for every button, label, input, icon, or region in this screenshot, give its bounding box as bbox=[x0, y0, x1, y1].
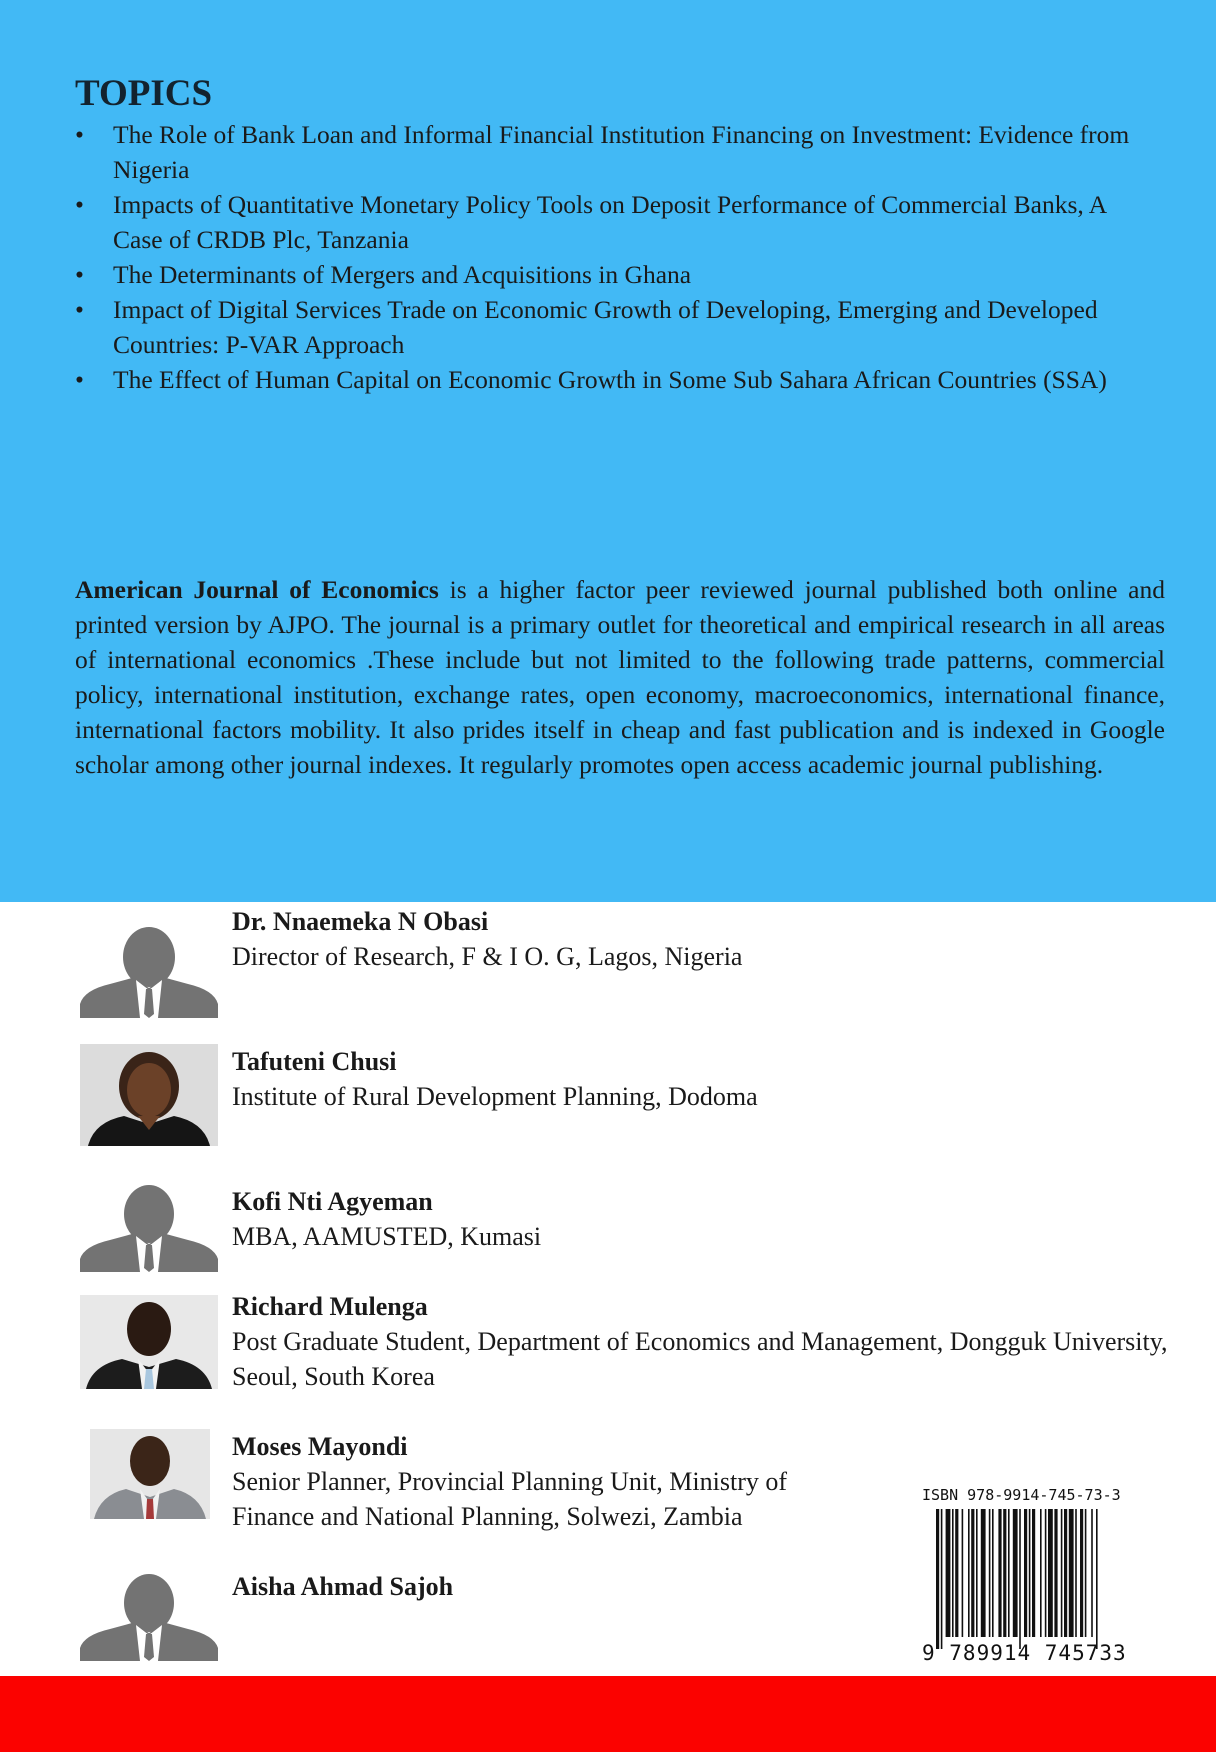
barcode-bar bbox=[1085, 1509, 1087, 1637]
barcode-bar bbox=[1008, 1509, 1010, 1637]
topic-item: • Impact of Digital Services Trade on Economic Growth of Developing, Emerging and Developed Countries: P-VAR Approach bbox=[75, 292, 1155, 362]
barcode-bar bbox=[936, 1509, 939, 1649]
journal-name: American Journal of Economics bbox=[75, 575, 439, 604]
barcode-bar bbox=[1048, 1509, 1053, 1637]
journal-description bbox=[75, 572, 1165, 782]
barcode-bar bbox=[981, 1509, 986, 1637]
isbn-digits: 9 789914 745733 bbox=[922, 1641, 1127, 1665]
author-photo bbox=[80, 1295, 218, 1389]
topic-item: • Impacts of Quantitative Monetary Policy Tools on Deposit Performance of Commercial Banks, A Case of CRDB Plc, Tanzania bbox=[75, 187, 1155, 257]
author-affiliation: Senior Planner, Provincial Planning Unit, Ministry of Finance and National Planning, Solwezi, Zambia bbox=[232, 1467, 788, 1531]
bullet-icon: • bbox=[75, 295, 84, 324]
barcode-bar bbox=[989, 1509, 991, 1637]
barcode-bar bbox=[968, 1509, 970, 1637]
author-photo bbox=[80, 1044, 218, 1146]
isbn-barcode bbox=[918, 1485, 1140, 1667]
author-affiliation: MBA, AAMUSTED, Kumasi bbox=[232, 1222, 542, 1251]
avatar-silhouette-icon bbox=[80, 926, 218, 1028]
topic-item: • The Determinants of Mergers and Acquisitions in Ghana bbox=[75, 257, 1155, 292]
barcode-bar bbox=[1061, 1509, 1063, 1637]
bottom-color-bar bbox=[0, 1676, 1216, 1752]
author-name: Tafuteni Chusi bbox=[232, 1047, 397, 1076]
description-text: is a higher factor peer reviewed journal published both online and printed version by AJPO. The journal is a primary outlet for theoretical and empirical research in all areas of international economics .These include but not limited to the following trade patterns, commercial policy, international institution, exchange rates, open economy, macroeconomics, international finance, international factors mobility. It also prides itself in cheap and fast publication and is indexed in Google scholar among other journal indexes. It regularly promotes open access academic journal publishing. bbox=[75, 575, 1166, 779]
isbn-label: ISBN 978-9914-745-73-3 bbox=[922, 1486, 1121, 1504]
barcode-bar bbox=[946, 1509, 951, 1637]
bullet-icon: • bbox=[75, 120, 84, 149]
barcode-bar bbox=[1013, 1509, 1018, 1637]
topic-item: • The Role of Bank Loan and Informal Financial Institution Financing on Investment: Evidence from Nigeria bbox=[75, 117, 1155, 187]
barcode-bars bbox=[936, 1509, 1146, 1649]
avatar-silhouette-icon bbox=[80, 1184, 218, 1286]
barcode-bar bbox=[941, 1509, 943, 1649]
avatar-silhouette-icon bbox=[80, 1573, 218, 1661]
author-name: Aisha Ahmad Sajoh bbox=[232, 1572, 454, 1601]
author-name: Richard Mulenga bbox=[232, 1292, 428, 1321]
bullet-icon: • bbox=[75, 190, 84, 219]
barcode-bar bbox=[1080, 1509, 1083, 1637]
barcode-bar bbox=[1054, 1509, 1057, 1637]
bullet-icon: • bbox=[75, 365, 84, 394]
barcode-bar bbox=[998, 1509, 1001, 1637]
barcode-bar bbox=[1069, 1509, 1074, 1637]
barcode-bar bbox=[1024, 1509, 1027, 1637]
barcode-bar bbox=[1040, 1509, 1042, 1637]
author-affiliation: Post Graduate Student, Department of Economics and Management, Dongguk University, Seoul, South Korea bbox=[232, 1327, 1168, 1391]
barcode-bar bbox=[1091, 1509, 1093, 1637]
barcode-bar bbox=[1045, 1509, 1047, 1637]
topics-list bbox=[75, 117, 1155, 397]
barcode-bar bbox=[976, 1509, 978, 1637]
author-name: Kofi Nti Agyeman bbox=[232, 1187, 433, 1216]
barcode-bar bbox=[1075, 1509, 1077, 1637]
author-affiliation: Institute of Rural Development Planning, Dodoma bbox=[232, 1082, 758, 1111]
barcode-bar bbox=[1003, 1509, 1006, 1637]
author-photo bbox=[90, 1429, 210, 1519]
barcode-bar bbox=[955, 1509, 958, 1637]
author-name: Moses Mayondi bbox=[232, 1432, 408, 1461]
barcode-bar bbox=[971, 1509, 974, 1637]
bullet-icon: • bbox=[75, 260, 84, 289]
barcode-bar bbox=[1096, 1509, 1098, 1649]
barcode-bar bbox=[1029, 1509, 1031, 1637]
barcode-bar bbox=[1064, 1509, 1067, 1637]
barcode-bar bbox=[1032, 1509, 1035, 1637]
author-name: Dr. Nnaemeka N Obasi bbox=[232, 907, 489, 936]
author-affiliation: Director of Research, F & I O. G, Lagos, Nigeria bbox=[232, 942, 743, 971]
topic-item: • The Effect of Human Capital on Economic Growth in Some Sub Sahara African Countries (SSA) bbox=[75, 362, 1155, 397]
barcode-bar bbox=[962, 1509, 964, 1637]
topics-heading: TOPICS bbox=[75, 73, 213, 114]
barcode-bar bbox=[992, 1509, 994, 1637]
barcode-bar bbox=[952, 1509, 954, 1637]
barcode-bar bbox=[1019, 1509, 1021, 1649]
